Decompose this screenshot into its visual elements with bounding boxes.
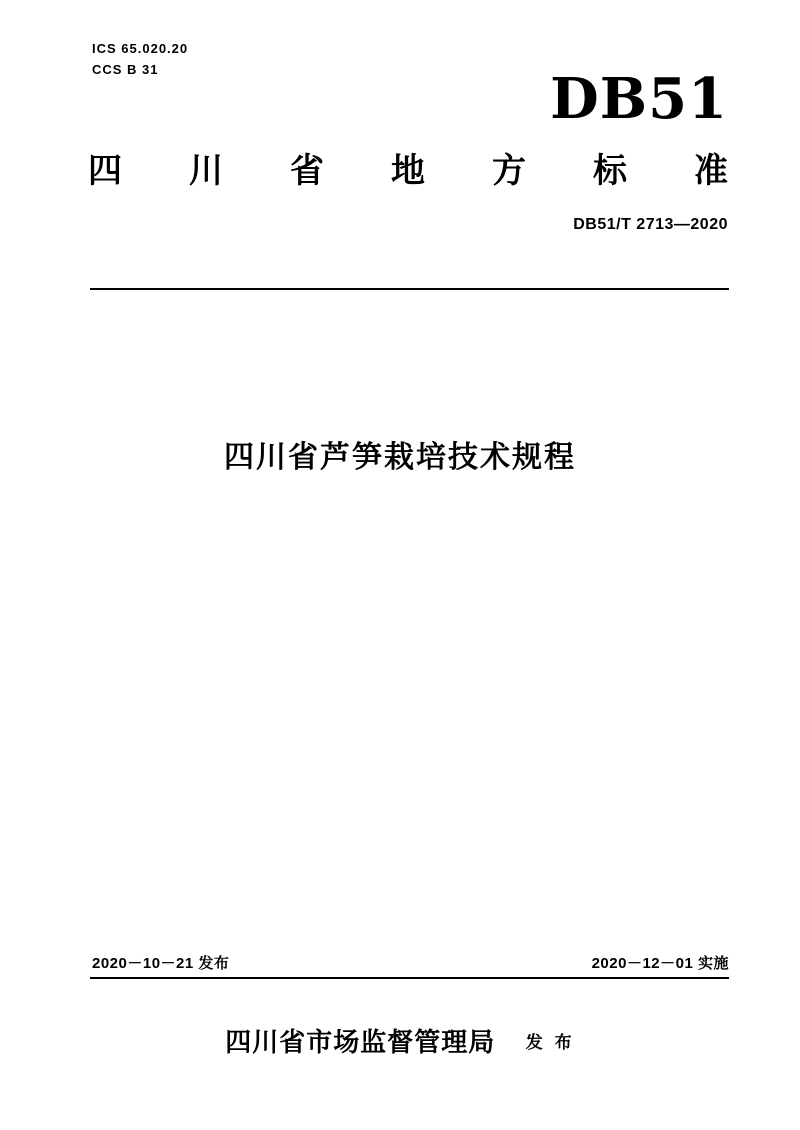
province-title-char-2: 省 (290, 151, 324, 191)
province-standard-title (88, 150, 728, 192)
issue-date: 2020－10－21 发布 (92, 955, 230, 972)
province-title-char-4: 方 (492, 151, 526, 191)
db51-logo: DB51 (550, 66, 728, 132)
publish-action-label: 发 布 (525, 1033, 575, 1053)
ics-code: ICS 65.020.20 (92, 41, 189, 56)
effective-date: 2020－12－01 实施 (591, 955, 729, 972)
publisher-row (0, 1022, 800, 1059)
publisher-name: 四川省市场监督管理局 (225, 1028, 496, 1058)
province-title-char-1: 川 (189, 151, 223, 191)
province-title-char-5: 标 (593, 151, 627, 191)
header-divider (90, 288, 729, 290)
footer-divider (90, 977, 729, 979)
province-title-char-0: 四 (88, 151, 122, 191)
standard-number: DB51/T 2713—2020 (573, 216, 728, 233)
dates-row (92, 950, 729, 976)
province-title-char-3: 地 (391, 151, 425, 191)
province-title-char-6: 准 (694, 151, 728, 191)
classification-codes (92, 38, 188, 80)
document-title: 四川省芦笋栽培技术规程 (224, 440, 576, 475)
ccs-code: CCS B 31 (92, 62, 159, 77)
